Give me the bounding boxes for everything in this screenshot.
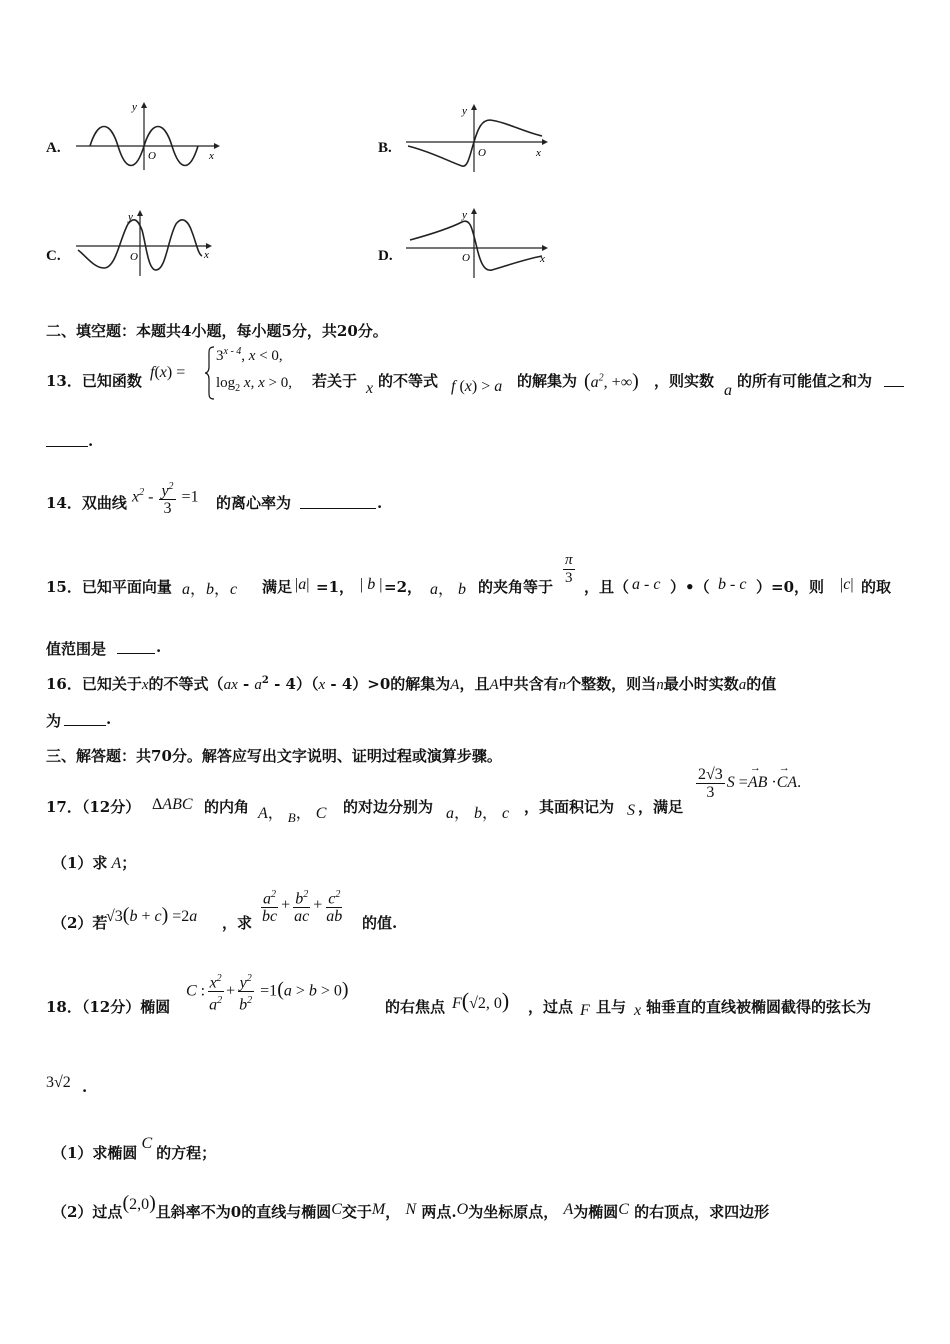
q13-tail: . [88,432,94,450]
q15-abs-a: |a| [295,576,310,593]
q13-text-5: 的所有可能值之和为 [737,372,873,390]
q18-ellipse: C : $\frac{x^2}{a^2}$ + $\frac{y^2}{b^2}$ =1(a > b > 0) [186,970,349,1014]
graph-d-o: O [462,252,470,264]
graph-d-x: x [540,253,545,265]
q13-blank-b [46,446,88,447]
q17-triangle: ΔABC [152,796,193,813]
q16-number: 16．已知关于x的不等式$(ax - a^2 - 4)(x - 4)>0$的解集为A，且A中共含有n个整数，则当n最小时实数a的值 [46,675,777,693]
option-b-label: B. [378,140,392,156]
option-a-label: A. [46,140,61,156]
q15-text-5: ，且（ [584,578,630,596]
q15-text-6: ）•（ [670,578,710,596]
q17-part-2-expr: $\frac{a^2}{bc}$ + $\frac{b^2}{ac}$ + $\frac{c^2}{ab}$ [258,886,346,925]
section-2-heading: 二、填空题：本题共4小题，每小题5分，共20分。 [46,322,388,340]
q15-vectors: a，b，c [182,581,238,598]
graph-c-o: O [130,251,138,263]
graph-b-x: x [536,147,541,159]
q18-text-3: 且与 [596,998,627,1016]
q13-blank-a [884,386,904,387]
q14-tail: . [377,494,383,512]
q18-point-f: F [580,1002,590,1019]
graph-d-y: y [462,209,467,221]
graph-a [72,98,222,176]
q16-line-2: 为 [46,712,62,730]
q17-part-2: （2）若 [52,914,108,932]
q15-text-8: 的取 [861,578,892,596]
q18-number: 18．（12分）椭圆 [46,998,171,1016]
q18-chord: 3√2 [46,1074,71,1091]
q15-a-minus-c: a - c [632,576,661,593]
q15-text-4: 的夹角等于 [478,578,554,596]
q15-blank [117,653,155,654]
q16-tail: . [106,710,112,728]
q17-area-s: S [627,802,635,819]
q15-angle: $\frac{\pi}{3}$ [565,552,573,586]
q17-part-2-text: ，求 [222,914,253,932]
q18-focus: F(√2, 0) [452,988,510,1013]
q13-brace [204,345,216,401]
q17-sides: a， b， c [446,805,510,822]
q13-text-2: 的不等式 [378,372,439,390]
q17-part-2-end: 的值. [362,914,398,932]
q13-var-a: a [724,382,732,399]
q15-abs-c: |c| [840,576,854,593]
q18-text-1: 的右焦点 [385,998,446,1016]
q18-text-4: 轴垂直的直线被椭圆截得的弦长为 [646,998,872,1016]
q17-text-2: 的对边分别为 [343,798,434,816]
q13-text-4: ，则实数 [654,372,715,390]
q17-number: 17．（12分） [46,798,141,816]
q15-abs-b: | b | [360,576,383,593]
graph-c [72,208,222,286]
graph-b-o: O [478,147,486,159]
option-c-label: C. [46,248,61,264]
q15-ab: a， b [430,581,467,598]
q13-text-1: 若关于 [312,372,358,390]
q13-case-2: $\log_2 x$, x > 0, [216,375,292,394]
q18-axis-x: x [634,1002,642,1019]
q17-part-1: （1）求 A； [52,854,137,872]
q15-number: 15．已知平面向量 [46,578,172,596]
graph-b [402,100,552,178]
q15-line-2: 值范围是 [46,640,107,658]
q18-part-2: （2）过点(2,0)且斜率不为0的直线与椭圆C交于M， N 两点.O为坐标原点， A为椭圆C 的右顶点，求四边形 [52,1192,770,1221]
q18-text-2: ，过点 [528,998,574,1016]
q17-text-1: 的内角 [204,798,250,816]
q17-angles: A， $_B$， C [258,805,327,825]
graph-c-x: x [204,249,209,261]
q15-text-2: =1， [316,578,355,596]
q14-number: 14．双曲线 [46,494,127,512]
q14-text: 的离心率为 [216,494,292,512]
q13-case-1: 3$^{x - 4}$, x < 0, [216,346,283,364]
q17-condition: $\frac{2√3}{3}$ S =AB → ·CA → . [698,762,802,801]
graph-a-o: O [148,150,156,162]
q15-text-3: =2， [384,578,423,596]
option-d-label: D. [378,248,393,264]
graph-b-y: y [462,105,467,117]
q13-number: 13．已知函数 [46,372,142,390]
q17-text-4: ，满足 [638,798,684,816]
q15-tail: . [156,638,162,656]
graph-a-x: x [209,150,214,162]
graph-c-y: y [128,211,133,223]
q14-hyperbola: $x^2$ - $\frac{y^2}{3}$ =1 [132,478,199,517]
graph-a-y: y [132,101,137,113]
q17-text-3: ，其面积记为 [524,798,615,816]
q13-text-3: 的解集为 [517,372,578,390]
q13-fx: f(x) = [150,364,186,381]
q13-var-x: x [366,380,374,397]
q18-part-1: （1）求椭圆 C 的方程； [52,1135,217,1162]
q13-interval: ($a^2$, +∞) [584,370,639,392]
q14-blank [300,508,376,509]
q13-ineq: f (x) > a [451,378,503,395]
q16-blank [64,725,106,726]
q17-part-2-cond: √3(b + c) =2a [106,904,198,926]
q15-text-7: ）=0，则 [756,578,825,596]
q18-line-2-end: . [82,1078,88,1096]
q15-b-minus-c: b - c [718,576,747,593]
q15-text-1: 满足 [262,578,293,596]
graph-d [402,206,557,284]
section-3-heading: 三、解答题：共70分。解答应写出文字说明、证明过程或演算步骤。 [46,747,502,765]
